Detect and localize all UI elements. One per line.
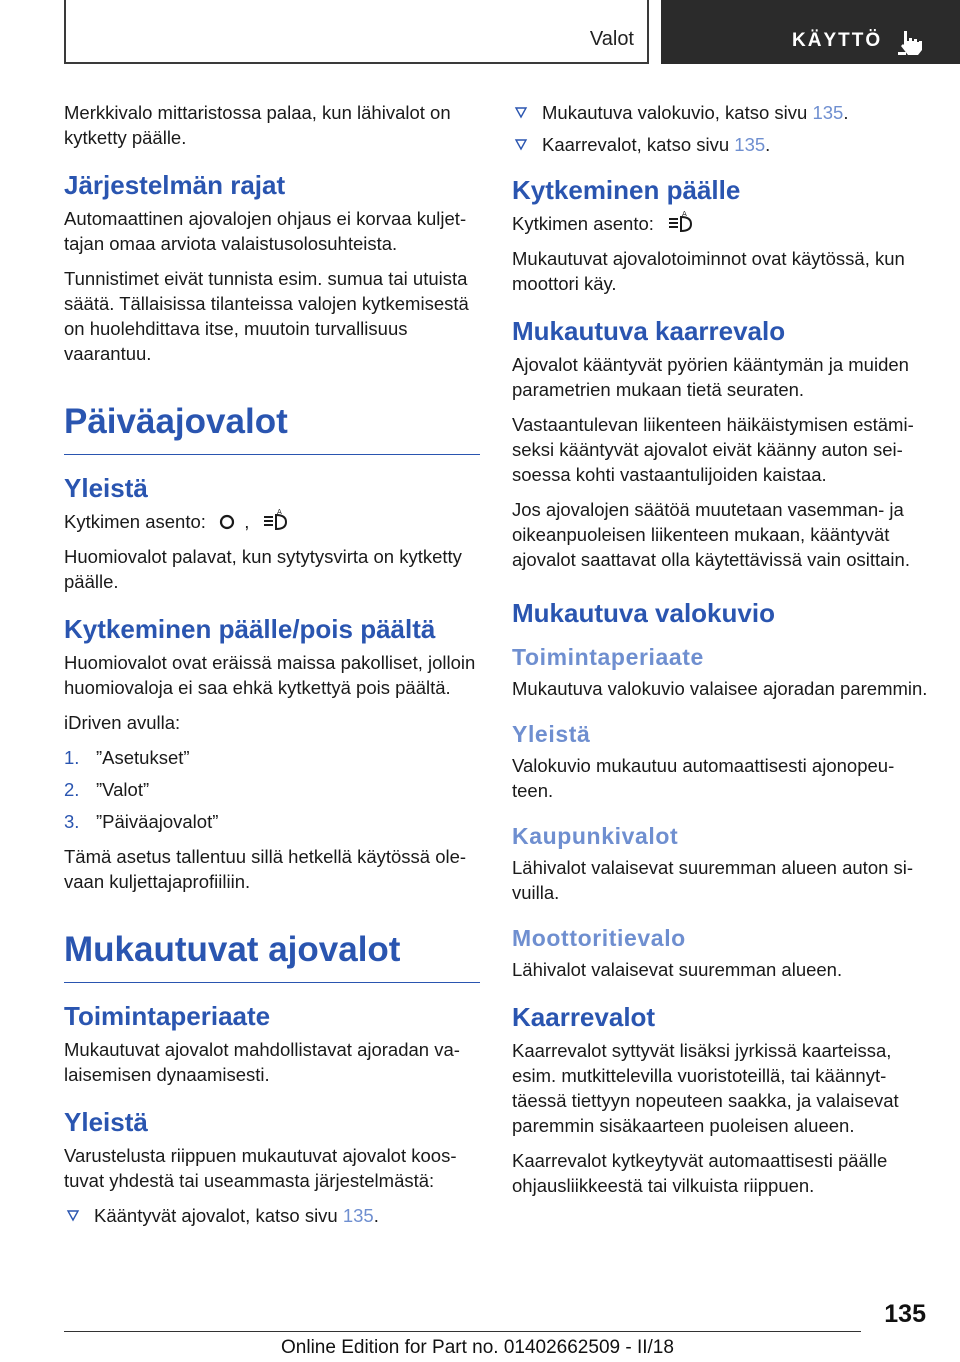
bullet-text: Mukautuva valokuvio, katso sivu bbox=[542, 102, 808, 123]
header-frame bbox=[64, 0, 649, 64]
daytime-general-heading: Yleistä bbox=[64, 473, 148, 503]
bullet-end: . bbox=[765, 134, 771, 155]
triangle-bullet-icon bbox=[66, 1208, 80, 1222]
daytime-switch-line bbox=[64, 509, 480, 534]
pattern-principle-text: Mukautuva valokuvio valaisee ajoradan paremmin. bbox=[512, 678, 928, 699]
adaptive-general-heading: Yleistä bbox=[64, 1107, 148, 1137]
svg-text:A: A bbox=[682, 211, 687, 218]
hand-pointer-icon bbox=[897, 28, 925, 56]
intro-paragraph: Merkkivalo mittaristossa palaa, kun lähivalot on kytketty päälle. bbox=[64, 102, 451, 148]
motorway-light-text: Lähivalot valaisevat suuremman alueen. bbox=[512, 959, 843, 980]
steps-list bbox=[64, 745, 480, 834]
auto-light-icon bbox=[667, 211, 693, 235]
step-text: ”Valot” bbox=[96, 779, 150, 800]
adaptive-title: Mukautuvat ajovalot bbox=[64, 928, 480, 983]
switch-on-text: Mukautuvat ajovalotoiminnot ovat käytössä, kun moottori käy. bbox=[512, 248, 905, 294]
cornering-paragraph-1: Kaarrevalot syttyvät lisäksi jyrkissä kaarteissa, esim. mutkittelevilla vuoristoteillä, tai käännyttäessä tiettyyn nopeuteen saakka, ja valaisevat paremmin sisäkaarteen puoleisen alueen. bbox=[512, 1040, 899, 1136]
daytime-toggle-heading: Kytkeminen päälle/pois päältä bbox=[64, 614, 436, 644]
cornering-paragraph-2: Kaarrevalot kytkeytyvät automaattisesti päälle ohjausliikkeestä tai vilkuista riippuen. bbox=[512, 1150, 888, 1196]
curve-paragraph-2: Vastaantulevan liikenteen häikäistymisen estämiseksi kääntyvät ajovalot eivät käänny auton seisoessa kohti vastaantulijoiden kaistaa. bbox=[512, 414, 914, 485]
bullet-text: Kääntyvät ajovalot, katso sivu bbox=[94, 1205, 338, 1226]
section-title: Valot bbox=[589, 28, 634, 50]
limits-heading: Järjestelmän rajat bbox=[64, 170, 286, 200]
limits-paragraph-1: Automaattinen ajovalojen ohjaus ei korvaa kuljettajan omaa arviota valaistusolosuhteista. bbox=[64, 208, 467, 254]
list-item bbox=[64, 809, 480, 834]
switch-label: Kytkimen asento: bbox=[64, 511, 206, 532]
limits-paragraph-2: Tunnistimet eivät tunnista esim. sumua tai utuista säätä. Tällaisissa tilanteissa valojen kytkemisestä on huolehdittava itse, muutoin turvallisuus vaarantuu. bbox=[64, 268, 469, 364]
list-item bbox=[64, 777, 480, 802]
curve-paragraph-1: Ajovalot kääntyvät pyörien kääntymän ja muiden parametrien mukaan tietä seuraten. bbox=[512, 354, 909, 400]
pattern-general-heading: Yleistä bbox=[512, 721, 591, 747]
light-off-icon bbox=[219, 511, 235, 533]
switch-label: Kytkimen asento: bbox=[512, 213, 654, 234]
adaptive-principle-heading: Toimintaperiaate bbox=[64, 1001, 271, 1031]
left-column bbox=[64, 100, 480, 1236]
list-item bbox=[512, 132, 928, 157]
page-number: 135 bbox=[884, 1300, 926, 1328]
pattern-general-text: Valokuvio mukautuu automaattisesti ajonopeuteen. bbox=[512, 755, 895, 801]
adaptive-bullet-list bbox=[64, 1203, 480, 1228]
curve-paragraph-3: Jos ajovalojen säätöä muutetaan vasemman- ja oikeanpuoleisen liikenteen mukaan, kääntyvät ajovalot saattavat olla käytettävissä vain osittain. bbox=[512, 499, 910, 570]
step-number: 1. bbox=[64, 747, 80, 768]
continued-bullet-list bbox=[512, 100, 928, 157]
bullet-end: . bbox=[843, 102, 849, 123]
curve-heading: Mukautuva kaarrevalo bbox=[512, 316, 786, 346]
footer-edition: Online Edition for Part no. 01402662509 - II/18 bbox=[281, 1337, 674, 1358]
switch-on-line bbox=[512, 211, 928, 236]
step-text: ”Asetukset” bbox=[96, 747, 190, 768]
svg-text:A: A bbox=[277, 509, 283, 516]
page-link[interactable]: 135 bbox=[342, 1205, 374, 1226]
step-number: 3. bbox=[64, 811, 80, 832]
daytime-toggle-text: Huomiovalot ovat eräissä maissa pakolliset, jolloin huomiovaloja ei saa ehkä kytkettyä pois päältä. bbox=[64, 652, 476, 698]
bullet-end: . bbox=[373, 1205, 379, 1226]
pattern-heading: Mukautuva valokuvio bbox=[512, 598, 775, 628]
chapter-tab-label: KÄYTTÖ bbox=[792, 30, 883, 51]
list-item bbox=[64, 745, 480, 770]
chapter-tab bbox=[661, 0, 960, 64]
page-link[interactable]: 135 bbox=[734, 134, 766, 155]
step-text: ”Päiväajovalot” bbox=[96, 811, 219, 832]
motorway-light-heading: Moottoritievalo bbox=[512, 925, 686, 951]
switch-on-heading: Kytkeminen päälle bbox=[512, 175, 741, 205]
cornering-heading: Kaarrevalot bbox=[512, 1002, 656, 1032]
idrive-label: iDriven avulla: bbox=[64, 712, 181, 733]
switch-separator: , bbox=[244, 511, 250, 532]
adaptive-principle-text: Mukautuvat ajovalot mahdollistavat ajoradan valaisemisen dynaamisesti. bbox=[64, 1039, 460, 1085]
list-item bbox=[64, 1203, 480, 1228]
step-number: 2. bbox=[64, 779, 80, 800]
right-column bbox=[512, 100, 928, 1208]
daytime-general-text: Huomiovalot palavat, kun sytytysvirta on kytketty päälle. bbox=[64, 546, 462, 592]
daytime-title: Päiväajovalot bbox=[64, 400, 480, 455]
city-light-heading: Kaupunkivalot bbox=[512, 823, 679, 849]
page-link[interactable]: 135 bbox=[812, 102, 844, 123]
pattern-principle-heading: Toimintaperiaate bbox=[512, 644, 704, 670]
city-light-text: Lähivalot valaisevat suuremman alueen auton sivuilla. bbox=[512, 857, 914, 903]
triangle-bullet-icon bbox=[514, 137, 528, 151]
footer-divider bbox=[64, 1331, 861, 1332]
auto-light-icon bbox=[262, 509, 288, 533]
adaptive-general-text: Varustelusta riippuen mukautuvat ajovalot koostuvat yhdestä tai useammasta järjestelmästä: bbox=[64, 1145, 457, 1191]
triangle-bullet-icon bbox=[514, 105, 528, 119]
steps-note: Tämä asetus tallentuu sillä hetkellä käytössä olevaan kuljettajaprofiiliin. bbox=[64, 846, 467, 892]
list-item bbox=[512, 100, 928, 125]
bullet-text: Kaarrevalot, katso sivu bbox=[542, 134, 730, 155]
